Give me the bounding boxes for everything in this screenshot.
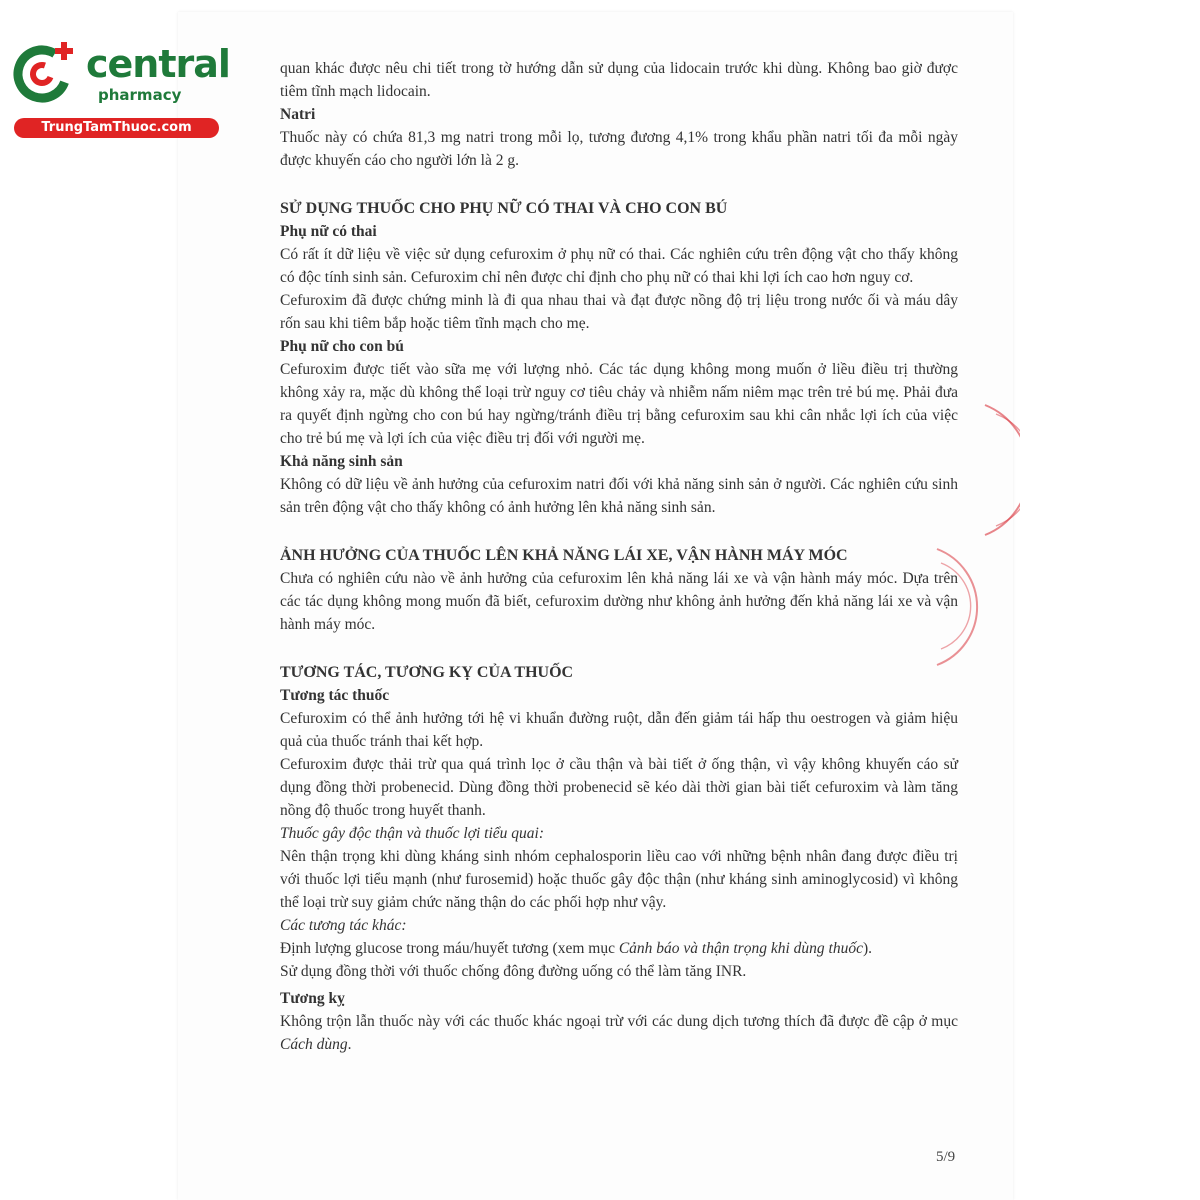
central-pharmacy-logo[interactable]: [10, 38, 230, 138]
heading-nursing: Phụ nữ cho con bú: [280, 338, 404, 355]
section-title-pregnancy: SỬ DỤNG THUỐC CHO PHỤ NỮ CÓ THAI VÀ CHO CON BÚ: [280, 200, 728, 217]
stamp-right-icon: [980, 400, 1020, 540]
paragraph: Cefuroxim đã được chứng minh là đi qua nhau thai và đạt được nồng độ trị liệu trong nước ối và máu dây rốn sau khi tiêm bắp hoặc tiêm tĩnh mạch cho mẹ.: [280, 292, 958, 332]
text-run-italic: Cách dùng: [280, 1036, 348, 1053]
logo-cross-icon: [10, 38, 80, 108]
logo-url[interactable]: TrungTamThuoc.com: [14, 118, 219, 138]
paragraph: Có rất ít dữ liệu về việc sử dụng cefuroxim ở phụ nữ có thai. Các nghiên cứu trên động vật cho thấy không có độc tính sinh sản. Cefuroxim chỉ nên được chỉ định cho phụ nữ có thai khi lợi ích cao hơn nguy cơ.: [280, 246, 958, 286]
paragraph: Không có dữ liệu về ảnh hưởng của cefuroxim natri đối với khả năng sinh sản ở người. Các nghiên cứu sinh sản trên động vật cho thấy không có ảnh hưởng lên khả năng sinh sản.: [280, 476, 958, 516]
section-title-interactions: TƯƠNG TÁC, TƯƠNG KỴ CỦA THUỐC: [280, 664, 574, 681]
text-run: Định lượng glucose trong máu/huyết tương (xem mục: [280, 940, 619, 957]
paragraph: quan khác được nêu chi tiết trong tờ hướng dẫn sử dụng của lidocain trước khi dùng. Không bao giờ được tiêm tĩnh mạch lidocain.: [280, 60, 958, 100]
text-run: .: [347, 1036, 352, 1053]
paragraph: Nên thận trọng khi dùng kháng sinh nhóm cephalosporin liều cao với những bệnh nhân đang được điều trị với thuốc lợi tiểu mạnh (như furosemid) hoặc thuốc gây độc thận (như kháng sinh aminoglycosid) vì không thể loại trừ suy giảm chức năng thận do các phối hợp như vậy.: [280, 848, 958, 911]
logo-name: central: [86, 42, 230, 86]
text-run: Không trộn lẫn thuốc này với các thuốc khác ngoại trừ với các dung dịch tương thích đã được đề cập ở mục: [280, 1013, 958, 1030]
document-body: [280, 57, 958, 1056]
stamp-middle-icon: [925, 545, 985, 670]
text-run: ).: [862, 940, 873, 957]
paragraph: Sử dụng đồng thời với thuốc chống đông đường uống có thể làm tăng INR.: [280, 963, 747, 980]
heading-fertility: Khả năng sinh sản: [280, 453, 403, 470]
heading-interactions: Tương tác thuốc: [280, 687, 390, 704]
logo-sub: pharmacy: [98, 86, 182, 104]
section-title-driving: ẢNH HƯỞNG CỦA THUỐC LÊN KHẢ NĂNG LÁI XE, VẬN HÀNH MÁY MÓC: [280, 547, 848, 564]
paragraph: Cefuroxim được tiết vào sữa mẹ với lượng nhỏ. Các tác dụng không mong muốn ở liều điều trị thường không xảy ra, mặc dù không thể loại trừ nguy cơ tiêu chảy và nhiễm nấm niêm mạc trên trẻ bú mẹ. Phải đưa ra quyết định ngừng cho con bú hay ngừng/tránh điều trị bằng cefuroxim sau khi cân nhắc lợi ích của việc cho trẻ bú mẹ và lợi ích của việc điều trị đối với người mẹ.: [280, 361, 958, 447]
paragraph: Cefuroxim có thể ảnh hưởng tới hệ vi khuẩn đường ruột, dẫn đến giảm tái hấp thu oestrogen và giảm hiệu quả của thuốc tránh thai kết hợp.: [280, 710, 958, 750]
heading-natri: Natri: [280, 106, 316, 123]
paragraph: Thuốc này có chứa 81,3 mg natri trong mỗi lọ, tương đương 4,1% trong khẩu phần natri tối đa mỗi ngày được khuyến cáo cho người lớn là 2 g.: [280, 129, 958, 169]
text-run-italic: Cảnh báo và thận trọng khi dùng thuốc: [618, 940, 863, 957]
page-number: 5/9: [936, 1149, 956, 1165]
paragraph: [280, 1010, 958, 1056]
subheading-nephrotoxic: Thuốc gây độc thận và thuốc lợi tiểu quai:: [280, 825, 544, 842]
paragraph: [280, 937, 958, 960]
subheading-other-interactions: Các tương tác khác:: [280, 917, 407, 934]
heading-incompatibility: Tương kỵ: [280, 990, 345, 1007]
paragraph: Chưa có nghiên cứu nào về ảnh hưởng của cefuroxim lên khả năng lái xe và vận hành máy móc. Dựa trên các tác dụng không mong muốn đã biết, cefuroxim dường như không ảnh hưởng đến khả năng lái xe và vận hành máy móc.: [280, 570, 958, 633]
heading-pregnant: Phụ nữ có thai: [280, 223, 377, 240]
paragraph: Cefuroxim được thải trừ qua quá trình lọc ở cầu thận và bài tiết ở ống thận, vì vậy không khuyến cáo sử dụng đồng thời probenecid. Dùng đồng thời probenecid sẽ kéo dài thời gian bài tiết cefuroxim và làm tăng nồng độ thuốc trong huyết thanh.: [280, 756, 958, 819]
